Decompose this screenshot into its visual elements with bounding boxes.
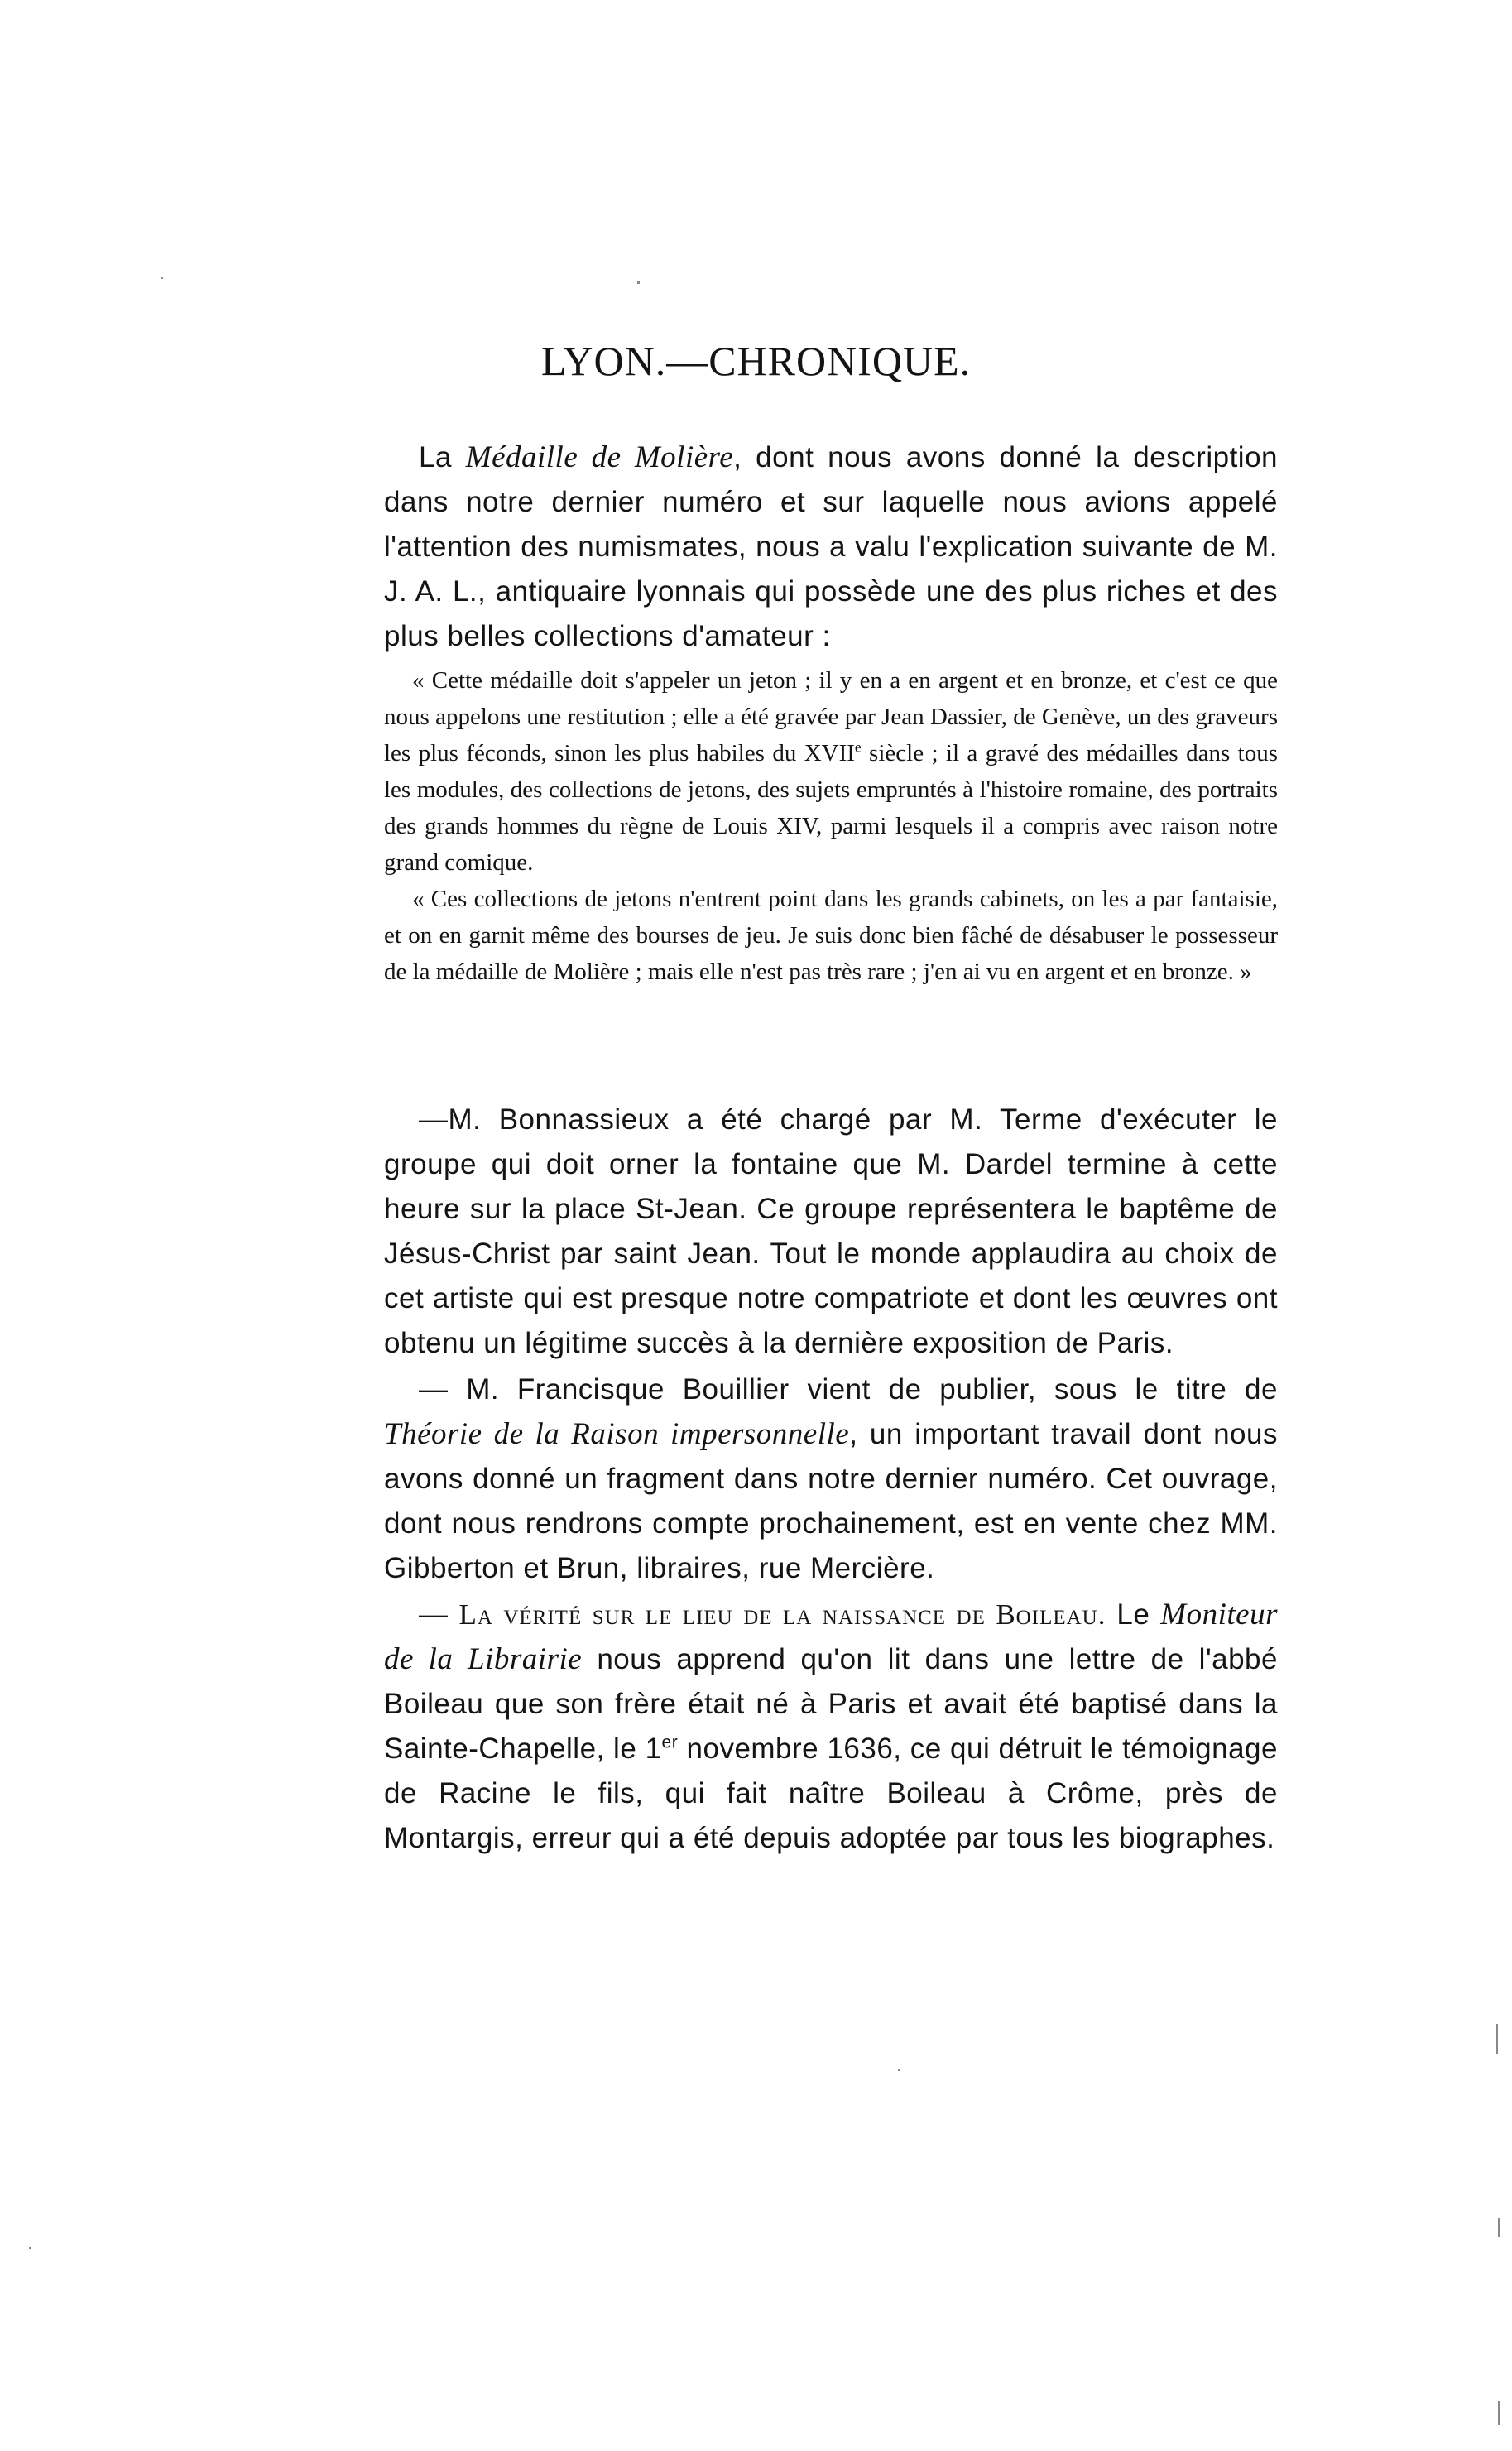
- boileau-superscript: er: [661, 1733, 679, 1752]
- bonnassieux-paragraph: —M. Bonnassieux a été chargé par M. Terme d'exécuter le groupe qui doit orner la fontaine que M. Dardel termine à cette heure sur la place St-Jean. Ce groupe représentera le baptême de Jésus-Christ par saint Jean. Tout le monde applaudira au choix de cet artiste qui est presque notre compatriote et dont les œuvres ont obtenu un légitime succès à la dernière exposition de Paris.: [384, 1103, 1278, 1359]
- scan-speck: [161, 277, 163, 279]
- scan-edge-mark: [1498, 2401, 1500, 2425]
- quotation-paragraph-2: « Ces collections de jetons n'entrent point dans les grands cabinets, on les a par fantaisie, et on en garnit même des bourses de jeu. Je suis donc bien fâché de désabuser le possesseur de la médaille de Molière ; mais elle n'est pas très rare ; j'en ai vu en argent et en bronze. »: [384, 886, 1278, 985]
- bouillier-text-b: , un important travail dont nous avons donné un fragment dans notre dernier numéro. Cet ouvrage, dont nous rendrons compte prochainement, est en vente chez MM. Gibberton et Brun, libraires, rue Mercière.: [384, 1418, 1278, 1584]
- scan-speck: [29, 2247, 31, 2249]
- boileau-italic-title: Moniteur de la Librairie: [384, 1598, 1278, 1676]
- intro-text-a: La: [419, 441, 466, 473]
- scan-edge-mark: [1498, 2218, 1500, 2237]
- scan-speck: [637, 281, 640, 284]
- scan-edge-mark: [1496, 2024, 1498, 2054]
- bouillier-paragraph: [384, 1367, 1278, 1591]
- boileau-text-a: —: [419, 1598, 459, 1631]
- quotation-1-text-a: « Cette médaille doit s'appeler un jeton ; il y en a en argent et en bronze, et c'est ce que nous appelons une restitution ; elle a été gravée par Jean Dassier, de Genève, un des graveurs les plus féconds, sinon les plus habiles du XVII: [384, 667, 1278, 767]
- scan-speck: [898, 2069, 900, 2071]
- bouillier-block: [384, 1367, 1278, 1591]
- bouillier-italic-title: Théorie de la Raison impersonnelle: [384, 1417, 850, 1451]
- bouillier-text-a: — M. Francisque Bouillier vient de publier, sous le titre de: [419, 1373, 1278, 1406]
- intro-paragraph-block: [384, 435, 1278, 659]
- page-title: LYON.—CHRONIQUE.: [540, 338, 972, 384]
- boileau-small-caps-heading: La vérité sur le lieu de la naissance de Boileau.: [458, 1598, 1106, 1631]
- quotation-1-text-b: siècle ; il a gravé des médailles dans tous les modules, des collections de jetons, des sujets empruntés à l'histoire romaine, des portraits des grands hommes du règne de Louis XIV, parmi lesquels il a compris avec raison notre grand comique.: [384, 740, 1278, 876]
- intro-text-b: , dont nous avons donné la description dans notre dernier numéro et sur laquelle nous avions appelé l'attention des numismates, nous a valu l'explication suivante de M. J. A. L., antiquaire lyonnais qui possède une des plus riches et des plus belles collections d'amateur :: [384, 441, 1278, 652]
- boileau-text-d: novembre 1636, ce qui détruit le témoignage de Racine le fils, qui fait naître Boileau à Crôme, près de Montargis, erreur qui a été depuis adoptée par tous les biographes.: [384, 1733, 1278, 1854]
- boileau-paragraph: [384, 1593, 1278, 1861]
- quotation-1-superscript: e: [854, 738, 862, 756]
- boileau-text-c: nous apprend qu'on lit dans une lettre de l'abbé Boileau que son frère était né à Paris et avait été baptisé dans la Sainte-Chapelle, le 1: [384, 1643, 1278, 1765]
- bonnassieux-block: [384, 1098, 1278, 1366]
- intro-italic-title: Médaille de Molière: [465, 440, 734, 474]
- boileau-text-b: Le: [1106, 1598, 1161, 1631]
- quotation-block: [384, 662, 1278, 990]
- intro-paragraph: [384, 435, 1278, 659]
- quotation-paragraph-1: [384, 662, 1278, 881]
- boileau-block: [384, 1593, 1278, 1861]
